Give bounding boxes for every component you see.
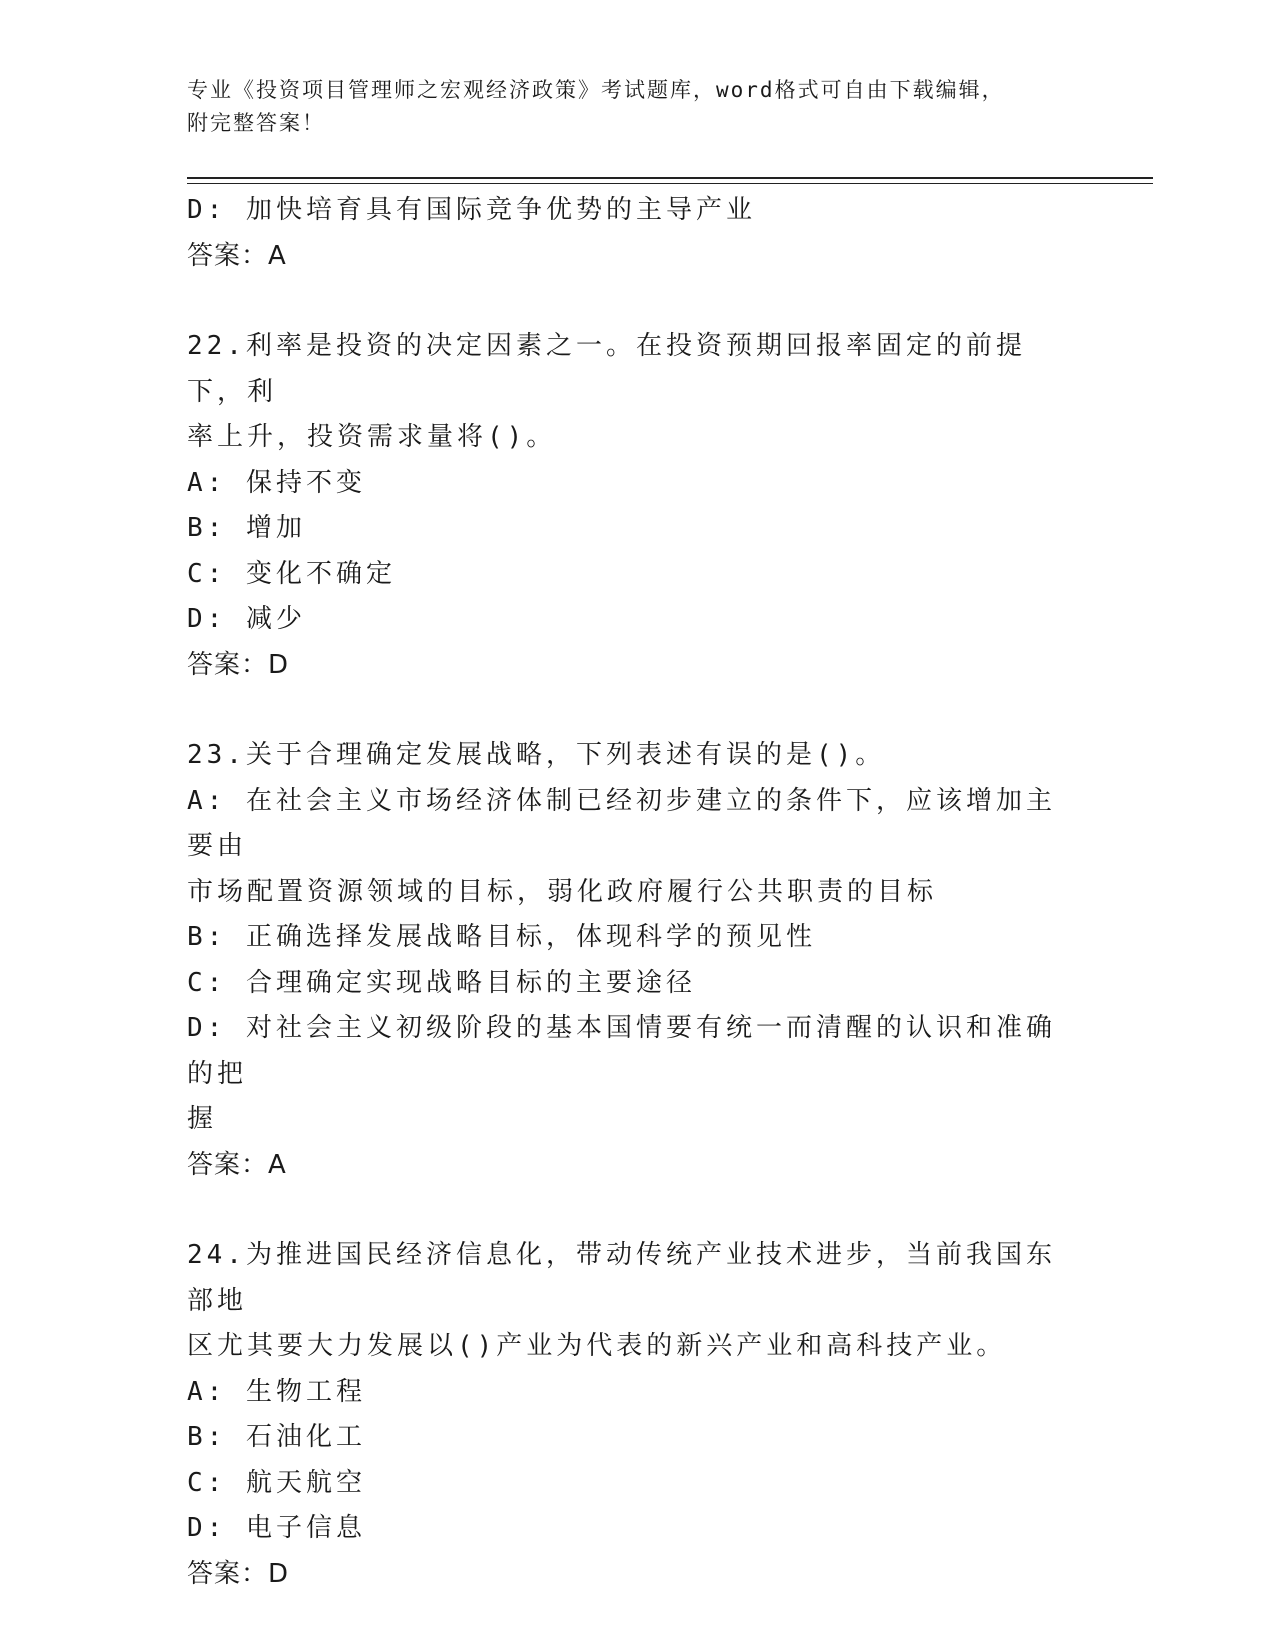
option-a: 市场配置资源领域的目标，弱化政府履行公共职责的目标 bbox=[187, 876, 938, 907]
answer: 答案：D bbox=[187, 1558, 290, 1589]
header-line-1: 专业《投资项目管理师之宏观经济政策》考试题库，word格式可自由下载编辑， bbox=[187, 78, 1005, 102]
option-d: D: 对社会主义初级阶段的基本国情要有统一而清醒的认识和准确的把 bbox=[187, 1013, 1056, 1089]
option-a: A: 保持不变 bbox=[187, 467, 366, 498]
question-stem: 率上升，投资需求量将()。 bbox=[187, 422, 557, 452]
option-c: C: 变化不确定 bbox=[187, 558, 396, 589]
header-divider-thick bbox=[187, 177, 1153, 179]
option-d: D: 减少 bbox=[187, 604, 306, 634]
option-b: B: 石油化工 bbox=[187, 1422, 366, 1452]
option-a: A: 生物工程 bbox=[187, 1376, 366, 1407]
question-stem: 23.关于合理确定发展战略，下列表述有误的是()。 bbox=[187, 740, 886, 770]
question-24 bbox=[187, 1233, 1067, 1597]
option-b: B: 正确选择发展战略目标，体现科学的预见性 bbox=[187, 922, 816, 952]
question-stem: 24.为推进国民经济信息化，带动传统产业技术进步，当前我国东部地 bbox=[187, 1240, 1056, 1316]
option-b: B: 增加 bbox=[187, 513, 306, 543]
answer: 答案：A bbox=[187, 1149, 287, 1180]
partial-question bbox=[187, 188, 1067, 279]
question-stem: 22.利率是投资的决定因素之一。在投资预期回报率固定的前提下，利 bbox=[187, 331, 1026, 407]
option-c: C: 合理确定实现战略目标的主要途径 bbox=[187, 967, 696, 998]
option-c: C: 航天航空 bbox=[187, 1467, 366, 1498]
option-d: D: 加快培育具有国际竞争优势的主导产业 bbox=[187, 195, 756, 225]
answer: 答案：D bbox=[187, 649, 290, 680]
option-d: 握 bbox=[187, 1104, 218, 1134]
question-list bbox=[187, 188, 1067, 1597]
answer: 答案：A bbox=[187, 240, 287, 271]
question-23 bbox=[187, 733, 1067, 1188]
question-22 bbox=[187, 324, 1067, 688]
question-stem: 区尤其要大力发展以()产业为代表的新兴产业和高科技产业。 bbox=[187, 1331, 1007, 1361]
document-header bbox=[187, 74, 1067, 140]
header-divider-thin bbox=[187, 183, 1153, 184]
option-a: A: 在社会主义市场经济体制已经初步建立的条件下，应该增加主要由 bbox=[187, 785, 1056, 861]
option-d: D: 电子信息 bbox=[187, 1513, 366, 1543]
header-line-2: 附完整答案！ bbox=[187, 111, 325, 135]
